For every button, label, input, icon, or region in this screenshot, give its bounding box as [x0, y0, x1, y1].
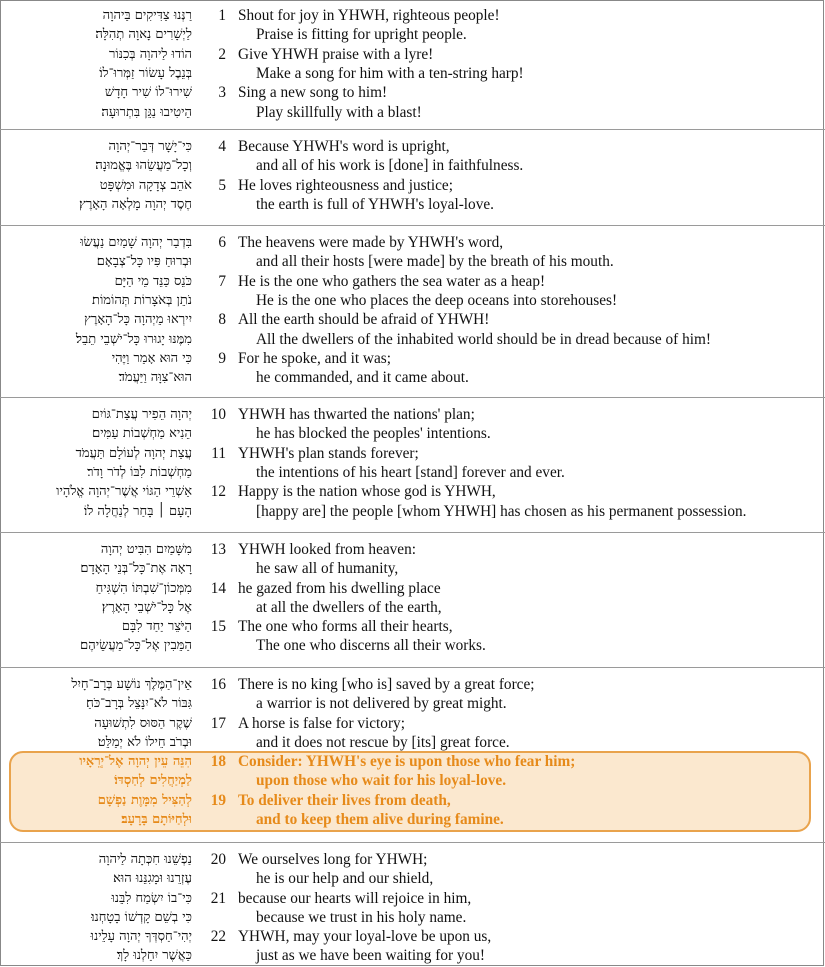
hebrew-text: לְהַצִּיל מִמָּוֶת נַפְשָׁם	[97, 793, 192, 808]
hebrew-text: שֶׁקֶר הַסּוּס לִתְשׁוּעָה	[94, 716, 192, 731]
verse-number: 13	[210, 541, 226, 558]
english-translation: A horse is false for victory;	[238, 715, 405, 732]
verse-number: 1	[218, 7, 226, 24]
english-translation: To deliver their lives from death,	[238, 792, 451, 809]
english-translation: He is the one who gathers the sea water as a heap!	[238, 273, 546, 290]
verse-line-a	[0, 233, 825, 252]
verse-number: 3	[218, 84, 226, 101]
hebrew-text: עֲצַת יְהוָה לְעוֹלָם תַּעֲמֹד	[75, 446, 192, 461]
hebrew-text: מִשָּׁמַיִם הִבִּיט יְהוָה	[100, 542, 192, 557]
hebrew-text: בְּנֵבֶל עָשׂוֹר זַמְּרוּ־לוֹ׃	[99, 66, 192, 81]
verse-line-a	[0, 675, 825, 694]
english-translation: There is no king [who is] saved by a great force;	[238, 676, 535, 693]
english-translation: The heavens were made by YHWH's word,	[238, 234, 504, 251]
verse-line-a	[0, 137, 825, 156]
hebrew-text: וּבְרֹב חֵילוֹ לֹא יְמַלֵּט׃	[97, 735, 192, 750]
verse-number: 21	[210, 890, 226, 907]
english-translation: YHWH looked from heaven:	[238, 541, 416, 558]
hebrew-text: אֶל כָּל־יֹשְׁבֵי הָאָרֶץ׃	[101, 600, 192, 615]
verse-line-b	[0, 463, 825, 482]
verse-line-a	[0, 579, 825, 598]
english-translation: and it does not rescue by [its] great force.	[256, 734, 510, 751]
verse-number: 8	[218, 311, 226, 328]
hebrew-text: יְהוָה הֵפִיר עֲצַת־גּוֹיִם	[91, 407, 192, 422]
english-translation: the earth is full of YHWH's loyal-love.	[256, 196, 494, 213]
hebrew-text: הִנֵּה עֵין יְהוָה אֶל־יְרֵאָיו	[79, 754, 192, 769]
verse-line-b	[0, 195, 825, 214]
english-translation: because we trust in his holy name.	[256, 909, 467, 926]
english-translation: He loves righteousness and justice;	[238, 177, 453, 194]
verse-line-a	[0, 310, 825, 329]
stanza-divider	[0, 667, 825, 668]
hebrew-text: הָעָם ׀ בָּחַר לְנַחֲלָה לוֹ׃	[83, 504, 192, 519]
verse-number: 5	[218, 177, 226, 194]
hebrew-text: מִמְּכוֹן־שִׁבְתּוֹ הִשְׁגִּיחַ	[95, 581, 192, 596]
english-translation: YHWH, may your loyal-love be upon us,	[238, 928, 492, 945]
hebrew-text: אֵין־הַמֶּלֶךְ נוֹשָׁע בְּרָב־חָיִל	[71, 677, 192, 692]
english-translation: We ourselves long for YHWH;	[238, 851, 428, 868]
hebrew-text: אֹהֵב צְדָקָה וּמִשְׁפָּט	[99, 178, 192, 193]
verse-line-a	[0, 405, 825, 424]
english-translation: All the earth should be afraid of YHWH!	[238, 311, 490, 328]
verse-line-b	[0, 694, 825, 713]
english-translation: he commanded, and it came about.	[256, 369, 469, 386]
verse-line-b	[0, 869, 825, 888]
verse-number: 17	[210, 715, 226, 732]
hebrew-text: הוּא־צִוָּה וַיַּעֲמֹד׃	[118, 370, 192, 385]
verse-number: 12	[210, 483, 226, 500]
hebrew-text: עֶזְרֵנוּ וּמָגִנֵּנוּ הוּא׃	[113, 871, 192, 886]
english-translation: YHWH has thwarted the nations' plan;	[238, 406, 475, 423]
hebrew-text: בִּדְבַר יְהוָה שָׁמַיִם נַעֲשׂוּ	[80, 235, 192, 250]
stanza-divider	[0, 532, 825, 533]
verse-line-b	[0, 291, 825, 310]
hebrew-text: לַיְשָׁרִים נָאוָה תְהִלָּה׃	[95, 27, 192, 42]
hebrew-text: נֹתֵן בְּאֹצָרוֹת תְּהוֹמוֹת׃	[92, 293, 192, 308]
verse-number: 4	[218, 138, 226, 155]
verse-line-b	[0, 598, 825, 617]
hebrew-text: רַנְּנוּ צַדִּיקִים בַּיהוָה	[102, 8, 192, 23]
hebrew-text: וְכָל־מַעֲשֵׂהוּ בֶּאֱמוּנָה׃	[95, 158, 192, 173]
english-translation: For he spoke, and it was;	[238, 350, 391, 367]
english-translation: YHWH's plan stands forever;	[238, 445, 419, 462]
hebrew-text: אַשְׁרֵי הַגּוֹי אֲשֶׁר־יְהוָה אֱלֹהָיו	[56, 484, 192, 499]
verse-line-b	[0, 156, 825, 175]
verse-line-a	[0, 6, 825, 25]
hebrew-text: שִׁירוּ־לוֹ שִׁיר חָדָשׁ	[104, 85, 192, 100]
verse-number: 11	[211, 445, 226, 462]
verse-line-b	[0, 810, 825, 829]
english-translation: All the dwellers of the inhabited world should be in dread because of him!	[256, 331, 711, 348]
hebrew-text: הַמֵּבִין אֶל־כָּל־מַעֲשֵׂיהֶם׃	[80, 638, 192, 653]
verse-number: 7	[218, 273, 226, 290]
verse-number: 9	[218, 350, 226, 367]
hebrew-text: הוֹדוּ לַיהוָה בְּכִנּוֹר	[109, 47, 192, 62]
english-translation: Make a song for him with a ten-string harp!	[256, 65, 524, 82]
stanza-divider	[0, 129, 825, 130]
verse-number: 6	[218, 234, 226, 251]
verse-number: 22	[210, 928, 226, 945]
verse-line-b	[0, 502, 825, 521]
english-translation: The one who discerns all their works.	[256, 637, 486, 654]
english-translation: he gazed from his dwelling place	[238, 580, 441, 597]
hebrew-text: כֹּנֵס כַּנֵּד מֵי הַיָּם	[114, 274, 192, 289]
hebrew-text: כִּי הוּא אָמַר וַיֶּהִי	[111, 351, 192, 366]
english-translation: Praise is fitting for upright people.	[256, 26, 467, 43]
verse-line-a	[0, 791, 825, 810]
hebrew-text: רָאָה אֶת־כָּל־בְּנֵי הָאָדָם׃	[80, 561, 192, 576]
english-translation: he is our help and our shield,	[256, 870, 434, 887]
english-translation: because our hearts will rejoice in him,	[238, 890, 472, 907]
english-translation: [happy are] the people [whom YHWH] has chosen as his permanent possession.	[256, 503, 747, 520]
hebrew-text: הֵיטִיבוּ נַגֵּן בִּתְרוּעָה׃	[101, 105, 192, 120]
verse-number: 14	[210, 580, 226, 597]
verse-number: 16	[210, 676, 226, 693]
verse-number: 15	[210, 618, 226, 635]
verse-line-a	[0, 752, 825, 771]
english-translation: and to keep them alive during famine.	[256, 811, 504, 828]
verse-line-a	[0, 176, 825, 195]
verse-number: 18	[210, 753, 226, 770]
english-translation: the intentions of his heart [stand] forever and ever.	[256, 464, 565, 481]
verse-line-b	[0, 559, 825, 578]
hebrew-text: וּבְרוּחַ פִּיו כָּל־צְבָאָם׃	[96, 254, 192, 269]
verse-line-b	[0, 908, 825, 927]
verse-line-a	[0, 83, 825, 102]
verse-line-b	[0, 252, 825, 271]
english-translation: Happy is the nation whose god is YHWH,	[238, 483, 496, 500]
english-translation: just as we have been waiting for you!	[256, 947, 485, 964]
verse-line-b	[0, 946, 825, 965]
english-translation: Consider: YHWH's eye is upon those who fear him;	[238, 753, 576, 770]
verse-number: 20	[210, 851, 226, 868]
hebrew-text: הַיֹּצֵר יַחַד לִבָּם	[121, 619, 192, 634]
hebrew-text: לַמְיַחֲלִים לְחַסְדּוֹ׃	[114, 773, 192, 788]
verse-line-a	[0, 617, 825, 636]
hebrew-text: וּלְחַיּוֹתָם בָּרָעָב׃	[121, 812, 192, 827]
hebrew-text: יְהִי־חַסְדְּךָ יְהוָה עָלֵינוּ	[90, 929, 192, 944]
hebrew-text: כִּי־יָשָׁר דְּבַר־יְהוָה	[108, 139, 192, 154]
stanza-divider	[0, 225, 825, 226]
english-translation: The one who forms all their hearts,	[238, 618, 453, 635]
english-translation: Give YHWH praise with a lyre!	[238, 46, 434, 63]
verse-line-b	[0, 330, 825, 349]
verse-line-a	[0, 927, 825, 946]
verse-number: 2	[218, 46, 226, 63]
verse-line-b	[0, 25, 825, 44]
hebrew-text: יִירְאוּ מֵיְהוָה כָּל־הָאָרֶץ	[84, 312, 192, 327]
english-translation: Play skillfully with a blast!	[256, 104, 422, 121]
verse-line-a	[0, 349, 825, 368]
english-translation: Shout for joy in YHWH, righteous people!	[238, 7, 500, 24]
english-translation: upon those who wait for his loyal-love.	[256, 772, 507, 789]
hebrew-text: כַּאֲשֶׁר יִחַלְנוּ לָךְ׃	[116, 948, 192, 963]
verse-number: 10	[210, 406, 226, 423]
hebrew-text: מַחְשְׁבוֹת לִבּוֹ לְדֹר וָדֹר׃	[87, 465, 192, 480]
verse-line-b	[0, 636, 825, 655]
verse-line-a	[0, 540, 825, 559]
hebrew-text: כִּי־בוֹ יִשְׂמַח לִבֵּנוּ	[111, 891, 192, 906]
verse-line-a	[0, 889, 825, 908]
english-translation: he has blocked the peoples' intentions.	[256, 425, 491, 442]
hebrew-text: הֵנִיא מַחְשְׁבוֹת עַמִּים׃	[92, 426, 192, 441]
verse-line-b	[0, 424, 825, 443]
verse-number: 19	[210, 792, 226, 809]
english-translation: Because YHWH's word is upright,	[238, 138, 450, 155]
english-translation: and all of his work is [done] in faithfulness.	[256, 157, 524, 174]
hebrew-text: מִמֶּנּוּ יָגוּרוּ כָּל־יֹשְׁבֵי תֵבֵל׃	[75, 332, 192, 347]
verse-line-a	[0, 272, 825, 291]
english-translation: and all their hosts [were made] by the breath of his mouth.	[256, 253, 614, 270]
english-translation: at all the dwellers of the earth,	[256, 599, 442, 616]
verse-line-b	[0, 103, 825, 122]
english-translation: He is the one who places the deep oceans into storehouses!	[256, 292, 618, 309]
english-translation: a warrior is not delivered by great might.	[256, 695, 507, 712]
english-translation: Sing a new song to him!	[238, 84, 388, 101]
verse-line-b	[0, 771, 825, 790]
verse-line-b	[0, 733, 825, 752]
verse-line-a	[0, 45, 825, 64]
verse-line-b	[0, 368, 825, 387]
stanza-divider	[0, 842, 825, 843]
verse-line-a	[0, 850, 825, 869]
verse-line-a	[0, 444, 825, 463]
english-translation: he saw all of humanity,	[256, 560, 399, 577]
hebrew-text: נַפְשֵׁנוּ חִכְּתָה לַיהוָה	[98, 852, 192, 867]
hebrew-text: חֶסֶד יְהוָה מָלְאָה הָאָרֶץ׃	[79, 197, 192, 212]
verse-line-b	[0, 64, 825, 83]
hebrew-text: כִּי בְשֵׁם קָדְשׁוֹ בָטָחְנוּ׃	[91, 910, 192, 925]
hebrew-text: גִּבּוֹר לֹא־יִנָּצֵל בְּרָב־כֹּחַ׃	[86, 696, 192, 711]
stanza-divider	[0, 397, 825, 398]
verse-line-a	[0, 482, 825, 501]
verse-line-a	[0, 714, 825, 733]
